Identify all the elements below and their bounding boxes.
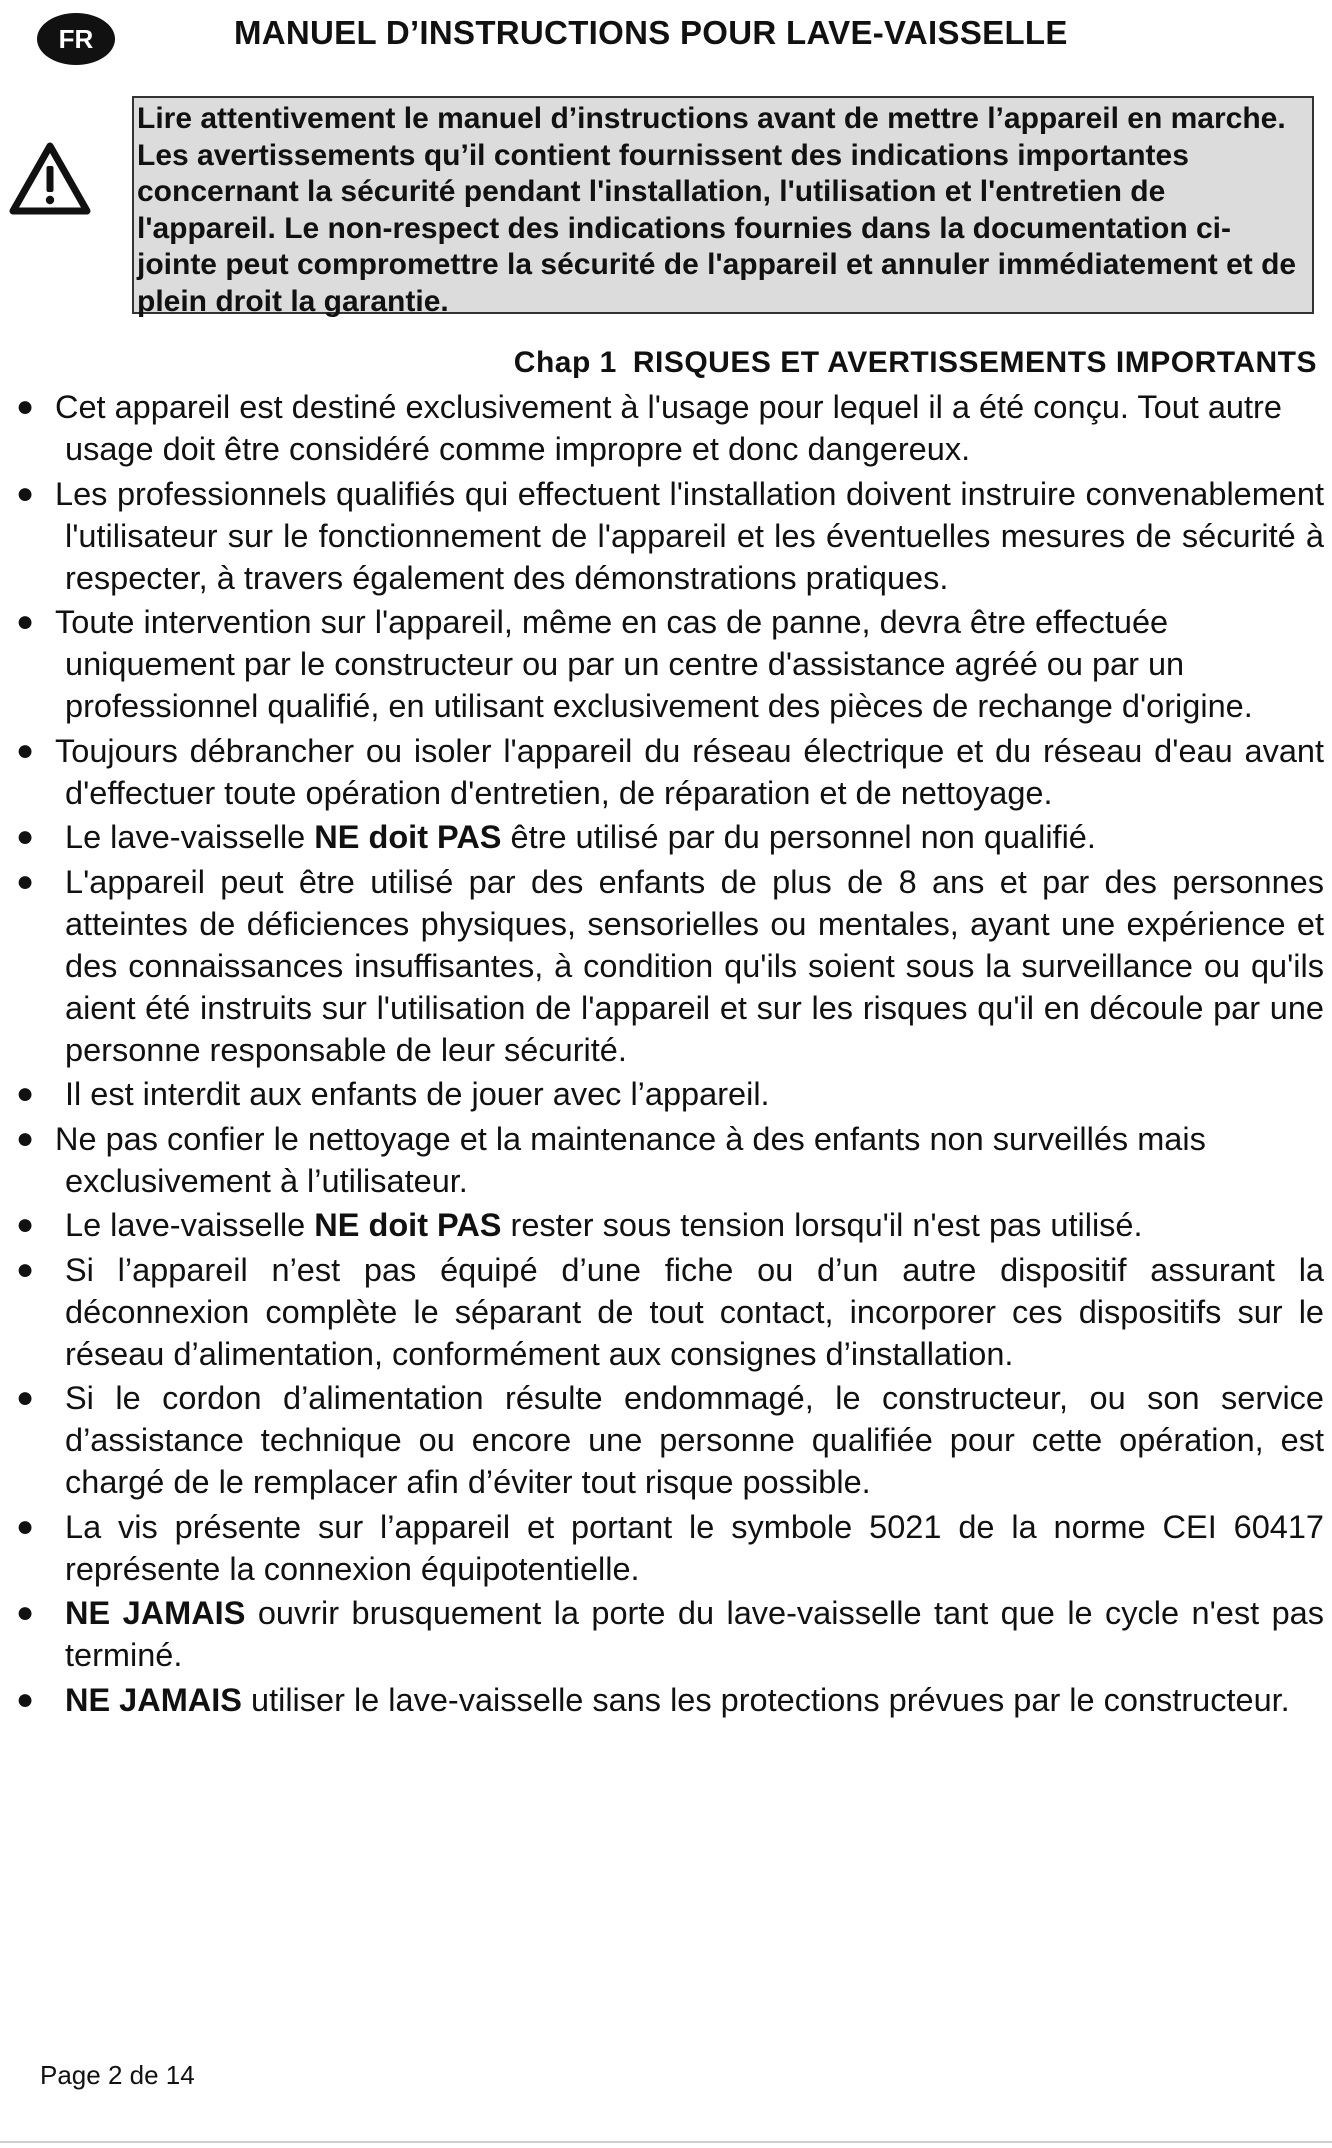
page-divider — [0, 2141, 1332, 2143]
bullet-icon: ● — [16, 1682, 35, 1716]
item-text-pre: Le lave-vaisselle — [65, 819, 315, 855]
bullet-icon: ● — [16, 1208, 35, 1241]
document-title: MANUEL D’INSTRUCTIONS POUR LAVE-VAISSELLE — [234, 14, 1068, 51]
list-item — [0, 473, 1332, 599]
bullet-icon: ● — [16, 605, 35, 638]
safety-warnings-list — [0, 386, 1332, 1723]
item-text-post: rester sous tension lorsqu'il n'est pas utilisé. — [501, 1207, 1143, 1243]
bullet-icon: ● — [16, 820, 35, 853]
item-text: Toute intervention sur l'appareil, même en cas de panne, devra être effectuée uniquement par le constructeur ou par un centre d'assistance agréé ou par un professionnel qualifié, en utilisant exclusivement des pièces de rechange d'origine. — [55, 604, 1253, 724]
chapter-number: Chap 1 — [513, 346, 617, 379]
list-item — [0, 1073, 1332, 1115]
list-item — [0, 1679, 1332, 1721]
item-text-pre: Le lave-vaisselle — [65, 1207, 315, 1243]
list-item — [0, 1506, 1332, 1590]
bullet-icon: ● — [16, 1381, 35, 1414]
list-item — [0, 1118, 1332, 1202]
list-item — [0, 386, 1332, 470]
chapter-heading — [514, 346, 1317, 380]
item-emphasis: NE doit PAS — [314, 819, 502, 855]
bullet-icon: ● — [16, 1077, 35, 1110]
item-text-post: être utilisé par du personnel non qualifié. — [501, 819, 1096, 855]
list-item — [0, 1204, 1332, 1246]
item-text: Cet appareil est destiné exclusivement à l'usage pour lequel il a été conçu. Tout autre usage doit être considéré comme impropre et donc dangereux. — [55, 389, 1282, 467]
list-item — [0, 816, 1332, 858]
bullet-icon: ● — [16, 390, 35, 423]
list-item — [0, 1377, 1332, 1503]
bullet-icon: ● — [16, 1596, 35, 1629]
item-text: Il est interdit aux enfants de jouer avec l’appareil. — [65, 1076, 770, 1112]
bullet-icon: ● — [16, 1121, 35, 1155]
item-text: Toujours débrancher ou isoler l'appareil du réseau électrique et du réseau d'eau avant d'effectuer toute opération d'entretien, de réparation et de nettoyage. — [55, 732, 1324, 811]
item-text-post: ouvrir brusquement la porte du lave-vaisselle tant que le cycle n'est pas terminé. — [65, 1595, 1324, 1673]
item-text: L'appareil peut être utilisé par des enfants de plus de 8 ans et par des personnes atteintes de déficiences physiques, sensorielles ou mentales, ayant une expérience et des connaissances insuffisantes, à condition qu'ils soient sous la surveillance ou qu'ils aient été instruits sur l'utilisation de l'appareil et sur les risques qu'il en découle par une personne responsable de leur sécurité. — [65, 863, 1324, 1068]
warning-notice: Lire attentivement le manuel d’instructions avant de mettre l’appareil en marche. Les avertissements qu’il contient fournissent des indications importantes concernant la sécurité pendant l'installation, l'utilisation et l'entretien de l'appareil. Le non-respect des indications fournies dans la documentation ci-jointe peut compromettre la sécurité de l'appareil et annuler immédiatement et de plein droit la garantie. — [132, 96, 1314, 314]
warning-triangle-icon — [8, 140, 92, 216]
chapter-title: RISQUES ET AVERTISSEMENTS IMPORTANTS — [632, 346, 1317, 379]
list-item — [0, 1592, 1332, 1676]
language-badge: FR — [37, 13, 115, 65]
list-item — [0, 1249, 1332, 1375]
item-text: Si le cordon d’alimentation résulte endommagé, le constructeur, ou son service d’assistance technique ou encore une personne qualifiée pour cette opération, est chargé de le remplacer afin d’éviter tout risque possible. — [65, 1380, 1324, 1500]
item-text-post: utiliser le lave-vaisselle sans les protections prévues par le constructeur. — [241, 1681, 1290, 1718]
item-emphasis: NE doit PAS — [314, 1207, 502, 1243]
item-text: Ne pas confier le nettoyage et la maintenance à des enfants non surveillés mais exclusivement à l’utilisateur. — [55, 1120, 1206, 1199]
page-number: Page 2 de 14 — [40, 2060, 195, 2090]
item-text: Les professionnels qualifiés qui effectuent l'installation doivent instruire convenablement l'utilisateur sur le fonctionnement de l'appareil et les éventuelles mesures de sécurité à respecter, à travers également des démonstrations pratiques. — [55, 475, 1324, 596]
item-text: Si l’appareil n’est pas équipé d’une fiche ou d’un autre dispositif assurant la déconnexion complète le séparant de tout contact, incorporer ces dispositifs sur le réseau d’alimentation, conformément aux consignes d’installation. — [65, 1251, 1324, 1372]
bullet-icon: ● — [16, 733, 35, 767]
bullet-icon: ● — [16, 864, 35, 898]
bullet-icon: ● — [16, 476, 35, 510]
item-emphasis: NE JAMAIS — [65, 1681, 242, 1718]
list-item — [0, 601, 1332, 727]
item-emphasis: NE JAMAIS — [65, 1595, 246, 1631]
item-text: La vis présente sur l’appareil et portant le symbole 5021 de la norme CEI 60417 représente la connexion équipotentielle. — [65, 1508, 1324, 1587]
list-item — [0, 730, 1332, 814]
bullet-icon: ● — [16, 1252, 35, 1286]
list-item — [0, 861, 1332, 1071]
bullet-icon: ● — [16, 1509, 35, 1543]
